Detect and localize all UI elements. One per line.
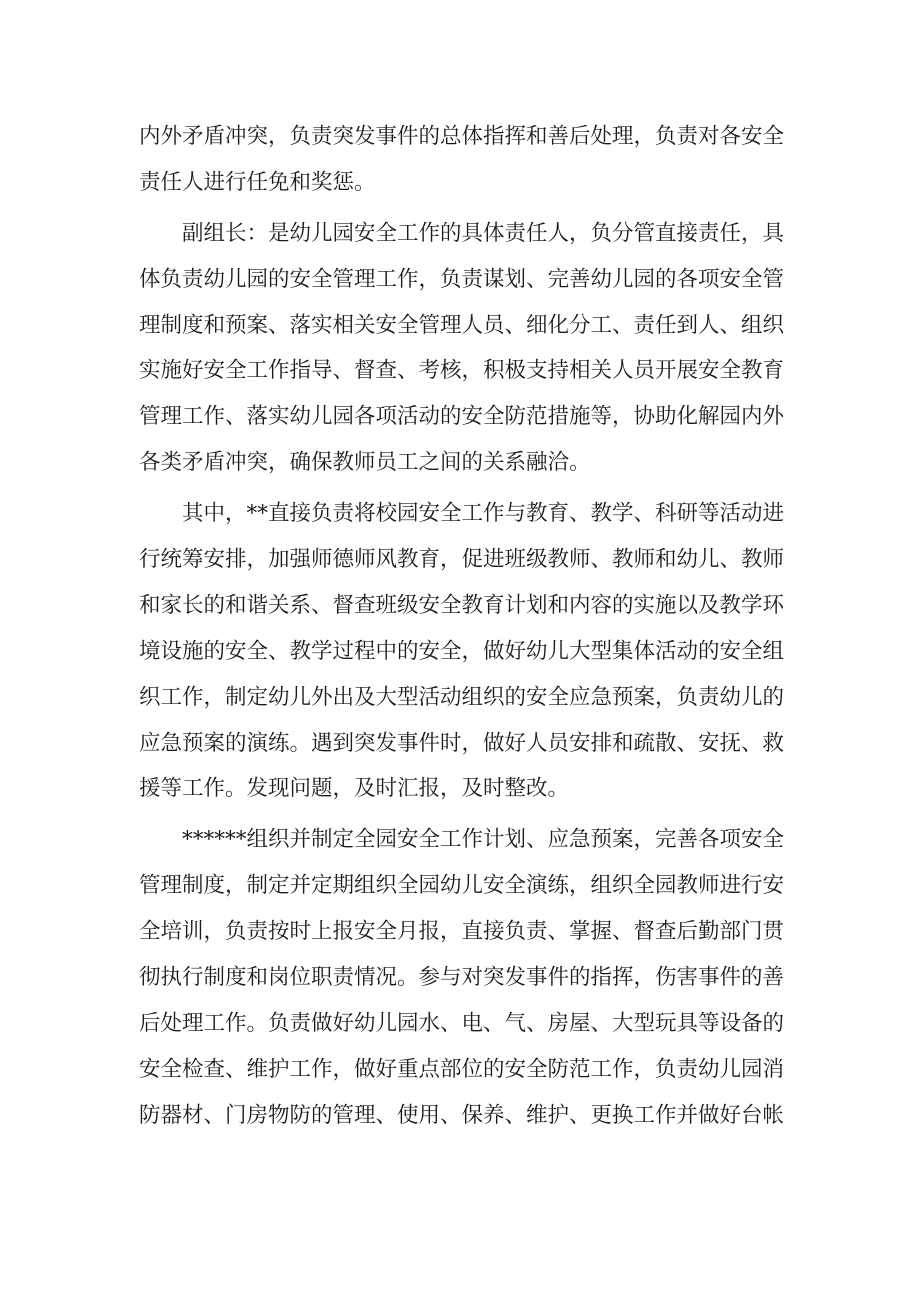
text-line: 防器材、门房物防的管理、使用、保养、维护、更换工作并做好台帐 <box>139 1102 785 1128</box>
text-line: 援等工作。发现问题，及时汇报，及时整改。 <box>139 776 570 802</box>
paragraph-2 <box>139 211 784 486</box>
text-line: 境设施的安全、教学过程中的安全，做好幼儿大型集体活动的安全组 <box>139 638 785 664</box>
text-line: 各类矛盾冲突，确保教师员工之间的关系融洽。 <box>139 450 591 476</box>
text-line: 全培训，负责按时上报安全月报，直接负责、掌握、督查后勤部门贯 <box>139 919 785 945</box>
text-line: 体负责幼儿园的安全管理工作，负责谋划、完善幼儿园的各项安全管 <box>139 266 785 292</box>
text-line: 彻执行制度和岗位职责情况。参与对突发事件的指挥，伤害事件的善 <box>139 965 785 991</box>
text-line: 其中，**直接负责将校园安全工作与教育、教学、科研等活动进 <box>182 501 785 527</box>
text-line: 应急预案的演练。遇到突发事件时，做好人员安排和疏散、安抚、救 <box>139 730 785 756</box>
text-line: 行统筹安排，加强师德师风教育，促进班级教师、教师和幼儿、教师 <box>139 547 785 573</box>
text-line: 织工作，制定幼儿外出及大型活动组织的安全应急预案，负责幼儿的 <box>139 684 785 710</box>
paragraph-1 <box>139 114 784 206</box>
text-line: ******组织并制定全园安全工作计划、应急预案，完善各项安全 <box>182 827 785 853</box>
document-body <box>139 114 784 1139</box>
text-line: 理制度和预案、落实相关安全管理人员、细化分工、责任到人、组织 <box>139 312 785 338</box>
paragraph-3 <box>139 491 784 812</box>
text-line: 实施好安全工作指导、督查、考核，积极支持相关人员开展安全教育 <box>139 358 785 384</box>
text-line: 后处理工作。负责做好幼儿园水、电、气、房屋、大型玩具等设备的 <box>139 1010 785 1036</box>
paragraph-4 <box>139 817 784 1138</box>
text-line: 责任人进行任免和奖惩。 <box>139 169 376 195</box>
text-line: 副组长：是幼儿园安全工作的具体责任人，负分管直接责任，具 <box>182 220 785 246</box>
text-line: 管理制度，制定并定期组织全园幼儿安全演练，组织全园教师进行安 <box>139 873 785 899</box>
text-line: 安全检查、维护工作，做好重点部位的安全防范工作，负责幼儿园消 <box>139 1056 785 1082</box>
text-line: 管理工作、落实幼儿园各项活动的安全防范措施等，协助化解园内外 <box>139 404 785 430</box>
text-line: 和家长的和谐关系、督查班级安全教育计划和内容的实施以及教学环 <box>139 592 785 618</box>
text-line: 内外矛盾冲突，负责突发事件的总体指挥和善后处理，负责对各安全 <box>139 124 785 149</box>
